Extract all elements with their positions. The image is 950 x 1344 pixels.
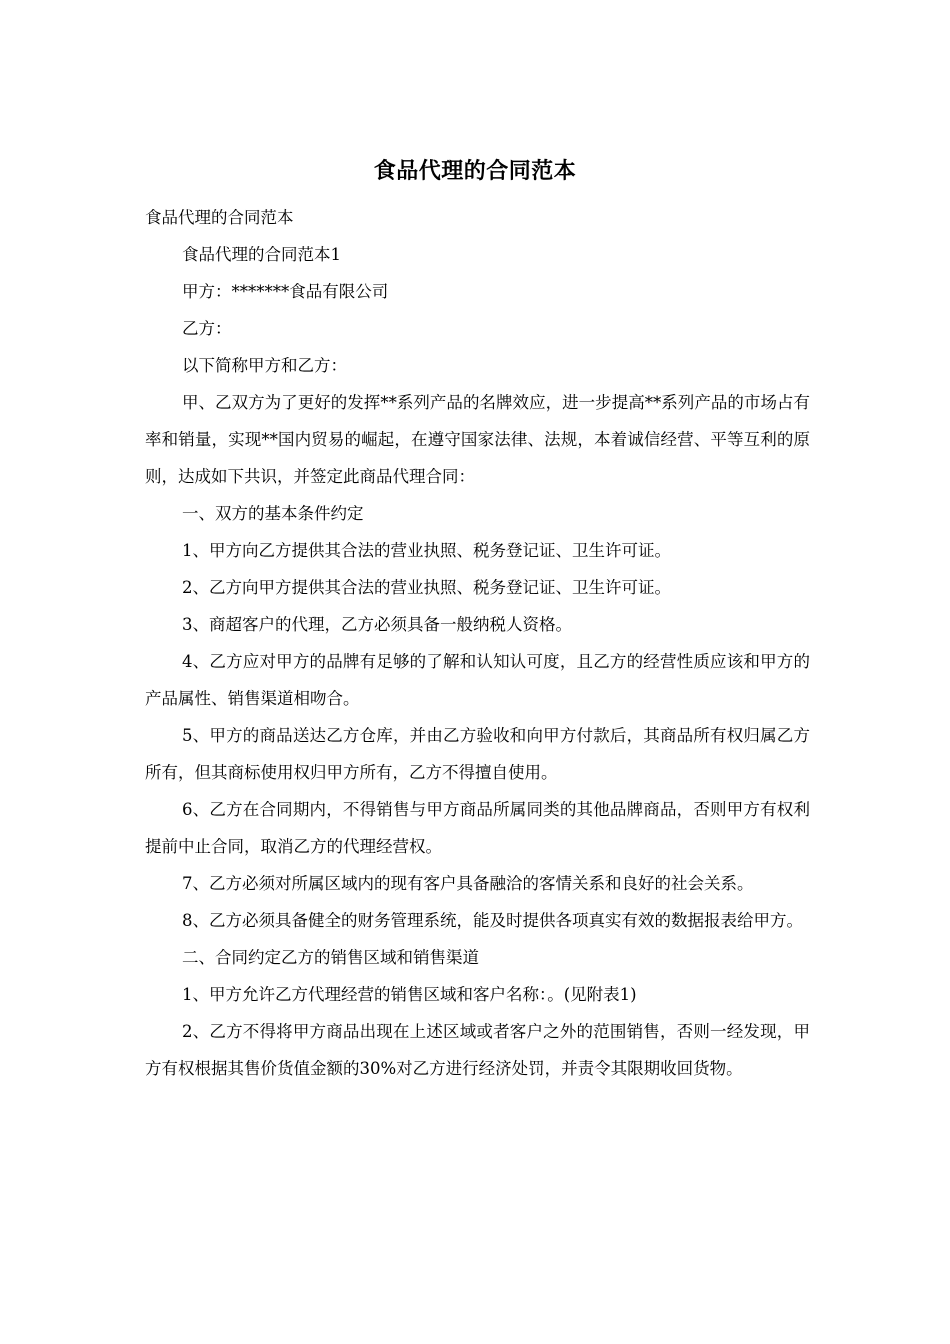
paragraph: 甲、乙双方为了更好的发挥**系列产品的名牌效应，进一步提高**系列产品的市场占有率和销量，实现**国内贸易的崛起，在遵守国家法律、法规，本着诚信经营、平等互利的原则，达成如下共识，并签定此商品代理合同： bbox=[145, 393, 810, 486]
paragraph: 1、甲方允许乙方代理经营的销售区域和客户名称：。(见附表1) bbox=[182, 985, 637, 1004]
paragraph: 食品代理的合同范本1 bbox=[182, 245, 341, 264]
paragraph: 4、乙方应对甲方的品牌有足够的了解和认知认可度，且乙方的经营性质应该和甲方的产品属性、销售渠道相吻合。 bbox=[145, 652, 810, 708]
paragraph: 5、甲方的商品送达乙方仓库，并由乙方验收和向甲方付款后，其商品所有权归属乙方所有，但其商标使用权归甲方所有，乙方不得擅自使用。 bbox=[145, 726, 810, 782]
paragraph: 7、乙方必须对所属区域内的现有客户具备融洽的客情关系和良好的社会关系。 bbox=[182, 874, 754, 893]
paragraph: 甲方：*******食品有限公司 bbox=[182, 282, 389, 301]
paragraph: 以下简称甲方和乙方： bbox=[182, 356, 347, 375]
paragraph: 3、商超客户的代理，乙方必须具备一般纳税人资格。 bbox=[182, 615, 572, 634]
document-title: 食品代理的合同范本 bbox=[373, 158, 577, 184]
paragraph: 1、甲方向乙方提供其合法的营业执照、税务登记证、卫生许可证。 bbox=[182, 541, 671, 560]
paragraph: 8、乙方必须具备健全的财务管理系统，能及时提供各项真实有效的数据报表给甲方。 bbox=[182, 911, 803, 930]
paragraph: 2、乙方向甲方提供其合法的营业执照、税务登记证、卫生许可证。 bbox=[182, 578, 671, 597]
section-heading: 一、双方的基本条件约定 bbox=[182, 504, 364, 523]
document-body bbox=[145, 199, 810, 1087]
paragraph: 乙方： bbox=[182, 319, 232, 338]
document-subtitle: 食品代理的合同范本 bbox=[145, 208, 294, 227]
paragraph: 6、乙方在合同期内，不得销售与甲方商品所属同类的其他品牌商品，否则甲方有权利提前中止合同，取消乙方的代理经营权。 bbox=[145, 800, 810, 856]
section-heading: 二、合同约定乙方的销售区域和销售渠道 bbox=[182, 948, 479, 967]
paragraph: 2、乙方不得将甲方商品出现在上述区域或者客户之外的范围销售，否则一经发现，甲方有权根据其售价货值金额的30%对乙方进行经济处罚，并责令其限期收回货物。 bbox=[145, 1022, 810, 1078]
